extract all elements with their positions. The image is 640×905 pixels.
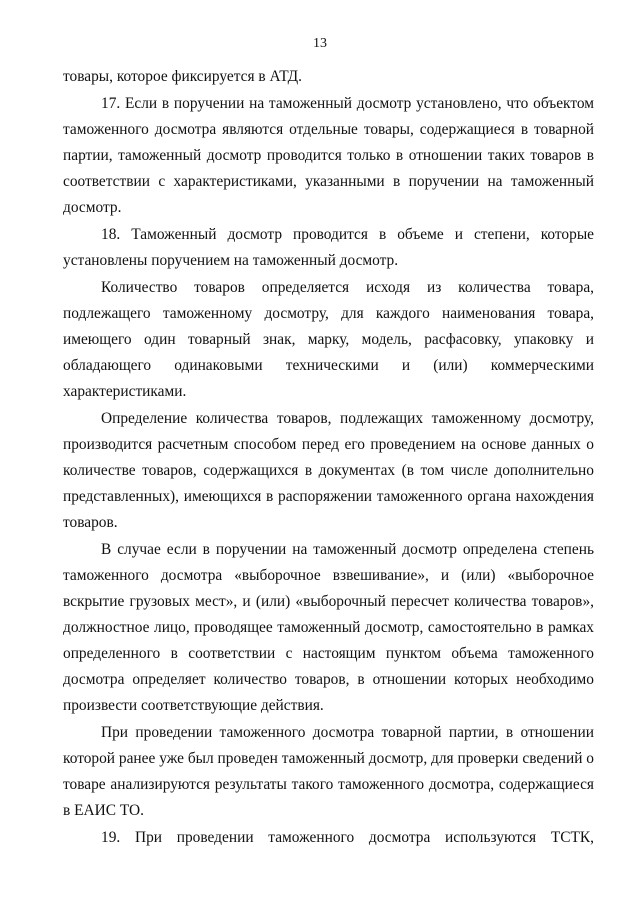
- paragraph-item-18: 18. Таможенный досмотр проводится в объеме и степени, которые установлены поручением на таможенный досмотр.: [63, 226, 594, 269]
- paragraph-continuation: товары, которое фиксируется в АТД.: [63, 68, 303, 85]
- paragraph-quantity-definition: Количество товаров определяется исходя из количества товара, подлежащего таможенному досмотру, для каждого наименования товара, имеющего один товарный знак, марку, модель, расфасовку, упаковку и обладающего одинаковыми техническими и (или) коммерческими характеристиками.: [63, 279, 594, 400]
- page-number: 13: [313, 36, 327, 51]
- paragraph-quantity-calculation: Определение количества товаров, подлежащих таможенному досмотру, производится расчетным способом перед его проведением на основе данных о количестве товаров, содержащихся в документах (в том числе дополнительно представленных), имеющихся в распоряжении таможенного органа нахождения товаров.: [63, 410, 594, 531]
- paragraph-selective-inspection: В случае если в поручении на таможенный досмотр определена степень таможенного досмотра «выборочное взвешивание», и (или) «выборочное вскрытие грузовых мест», и (или) «выборочный пересчет количества товаров», должностное лицо, проводящее таможенный досмотр, самостоятельно в рамках определенного в соответствии с настоящим пунктом объема таможенного досмотра определяет количество товаров, в отношении которых необходимо произвести соответствующие действия.: [63, 541, 594, 714]
- paragraph-item-17: 17. Если в поручении на таможенный досмотр установлено, что объектом таможенного досмотра являются отдельные товары, содержащиеся в товарной партии, таможенный досмотр проводится только в отношении таких товаров в соответствии с характеристиками, указанными в поручении на таможенный досмотр.: [63, 95, 594, 216]
- paragraph-item-19: 19. При проведении таможенного досмотра используются ТСТК,: [101, 829, 594, 846]
- paragraph-repeat-inspection: При проведении таможенного досмотра товарной партии, в отношении которой ранее уже был проведен таможенный досмотр, для проверки сведений о товаре анализируются результаты такого таможенного досмотра, содержащиеся в ЕАИС ТО.: [63, 724, 594, 819]
- document-body: [63, 64, 594, 851]
